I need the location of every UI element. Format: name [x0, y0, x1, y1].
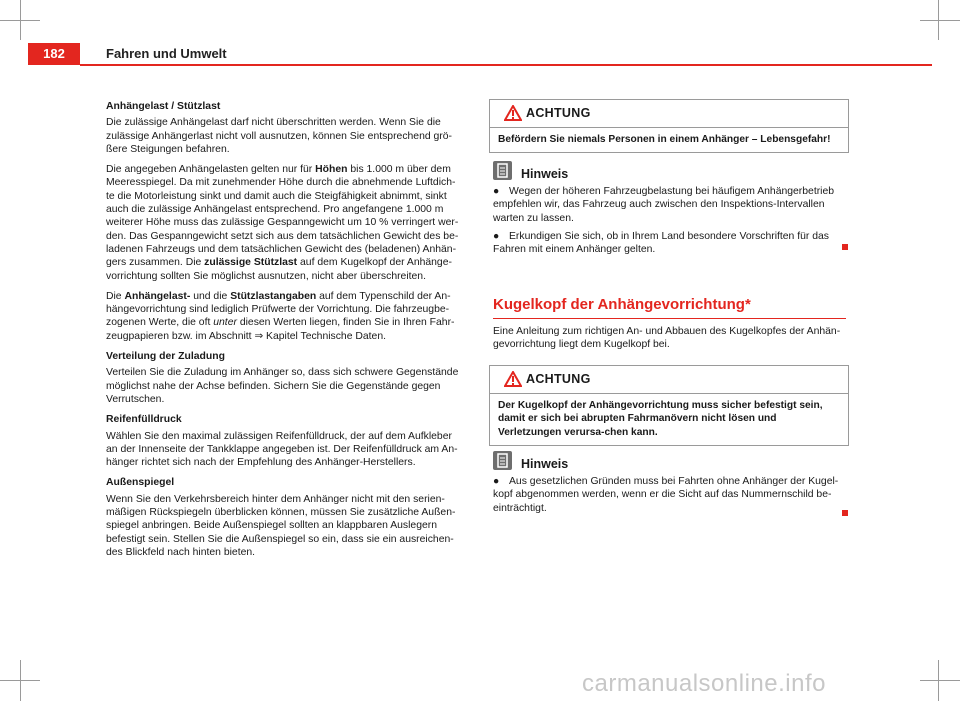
paragraph: Die zulässige Anhängelast darf nicht überschritten werden. Wenn Sie die zulässige Anhängerlast nicht voll ausnutzen, können Sie entsprechend grö-ßere Steigungen befahren.	[106, 117, 453, 155]
note-header	[493, 161, 853, 185]
left-column	[106, 100, 462, 566]
note-title: Hinweis	[521, 167, 569, 181]
crop-mark	[20, 660, 21, 701]
section-end-marker	[842, 244, 848, 250]
warning-title: ACHTUNG	[526, 372, 591, 386]
heading-anhaengelast: Anhängelast / Stützlast	[106, 101, 221, 112]
warning-header	[490, 366, 848, 394]
section-rule	[493, 318, 846, 319]
warning-icon	[504, 105, 522, 121]
list-item: ● Wegen der höheren Fahrzeugbelastung bei häufigem Anhängerbetrieb empfehlen wir, das Fahrzeug auch zwischen den Inspektions-Intervallen warten zu lassen.	[493, 186, 835, 224]
paragraph: Verteilen Sie die Zuladung im Anhänger so, dass sich schwere Gegenstände möglichst nahe der Achse befinden. Sichern Sie die Gegenstände gegen Verrutschen.	[106, 367, 459, 405]
paragraph: Wenn Sie den Verkehrsbereich hinter dem Anhänger nicht mit den serien-mäßigen Rückspiegeln überblicken können, müssen Sie zusätzliche Außen-spiegel anbringen. Beide Außenspiegel sollten an klappbaren Auslegern befestigt sein. Stellen Sie die Außenspiegel so ein, dass sie ein ausreichen-des Blickfeld nach hinten bieten.	[106, 493, 456, 558]
note-header	[493, 451, 853, 475]
crop-mark	[938, 0, 939, 40]
crop-mark	[920, 20, 960, 21]
warning-title: ACHTUNG	[526, 106, 591, 120]
note-icon	[493, 161, 512, 180]
header-rule	[80, 64, 932, 66]
paragraph: Die Anhängelast- und die Stützlastangaben auf dem Typenschild der An-hängevorrichtung sind lediglich Prüfwerte der Vorrichtung. Die fahrzeugbe-zogenen Werte, die oft unter diesen Werten liegen, finden Sie in Ihren Fahr-zeugpapieren bzw. im Abschnitt ⇒ Kapitel Technische Daten.	[106, 290, 455, 342]
list-item: ● Erkundigen Sie sich, ob in Ihrem Land besondere Vorschriften für das Fahren mit einem Anhänger gelten.	[493, 230, 829, 256]
warning-header	[490, 100, 848, 128]
note-box	[493, 451, 853, 520]
crop-mark	[938, 660, 939, 701]
warning-box	[489, 99, 849, 153]
section-title: Kugelkopf der Anhängevorrichtung*	[493, 296, 751, 313]
note-box	[493, 161, 853, 261]
warning-icon	[504, 371, 522, 387]
section-end-marker	[842, 510, 848, 516]
note-title: Hinweis	[521, 457, 569, 471]
watermark-text: carmanualsonline.info	[582, 670, 826, 697]
section-text: Eine Anleitung zum richtigen An- und Abbauen des Kugelkopfes der Anhän-gevorrichtung liegt dem Kugelkopf bei.	[493, 326, 841, 351]
paragraph: Wählen Sie den maximal zulässigen Reifenfülldruck, der auf dem Aufkleber an der Innenseite der Tankklappe angegeben ist. Der Reifenfülldruck am An-hänger richtet sich nach der Empfehlung des Anhänger-Herstellers.	[106, 430, 458, 469]
crop-mark	[920, 680, 960, 681]
warning-text: Der Kugelkopf der Anhängevorrichtung muss sicher befestigt sein, damit er sich bei abrupten Fahrmanövern nicht lösen und Verletzungen verursa-chen kann.	[498, 400, 823, 438]
warning-text: Befördern Sie niemals Personen in einem Anhänger – Lebensgefahr!	[498, 134, 831, 145]
heading-reifenfuelldruck: Reifenfülldruck	[106, 414, 182, 426]
warning-box	[489, 365, 849, 446]
chapter-title: Fahren und Umwelt	[106, 46, 227, 61]
page-number: 182	[28, 43, 80, 65]
heading-verteilung: Verteilung der Zuladung	[106, 351, 225, 363]
paragraph: Die angegeben Anhängelasten gelten nur für Höhen bis 1.000 m über dem Meeresspiegel. Da mit zunehmender Höhe durch die abnehmende Luftdich-te die Motorleistung sinkt und damit auch die Steigfähigkeit abnimmt, sinkt auch die zulässige Anhängelast entsprechend. Pro angefangene 1.000 m weiterer Höhe muss das zulässige Gespanngewicht um 10 % verringert wer-den. Das Gespanngewicht setzt sich aus dem tatsächlichen Gewicht des be-ladenen Fahrzeugs und dem tatsächlichen Gewicht des (beladenen) Anhän-gers zusammen. Die zulässige Stützlast auf dem Kugelkopf der Anhänge-vorrichtung sollten Sie möglichst ausnutzen, nicht aber überschreiten.	[106, 164, 459, 282]
heading-aussenspiegel: Außenspiegel	[106, 477, 175, 489]
crop-mark	[20, 0, 21, 40]
list-item: ● Aus gesetzlichen Gründen muss bei Fahrten ohne Anhänger der Kugel-kopf abgenommen werden, wenn er die Sicht auf das Nummernschild be-einträchtigt.	[493, 476, 839, 514]
note-icon	[493, 451, 512, 470]
